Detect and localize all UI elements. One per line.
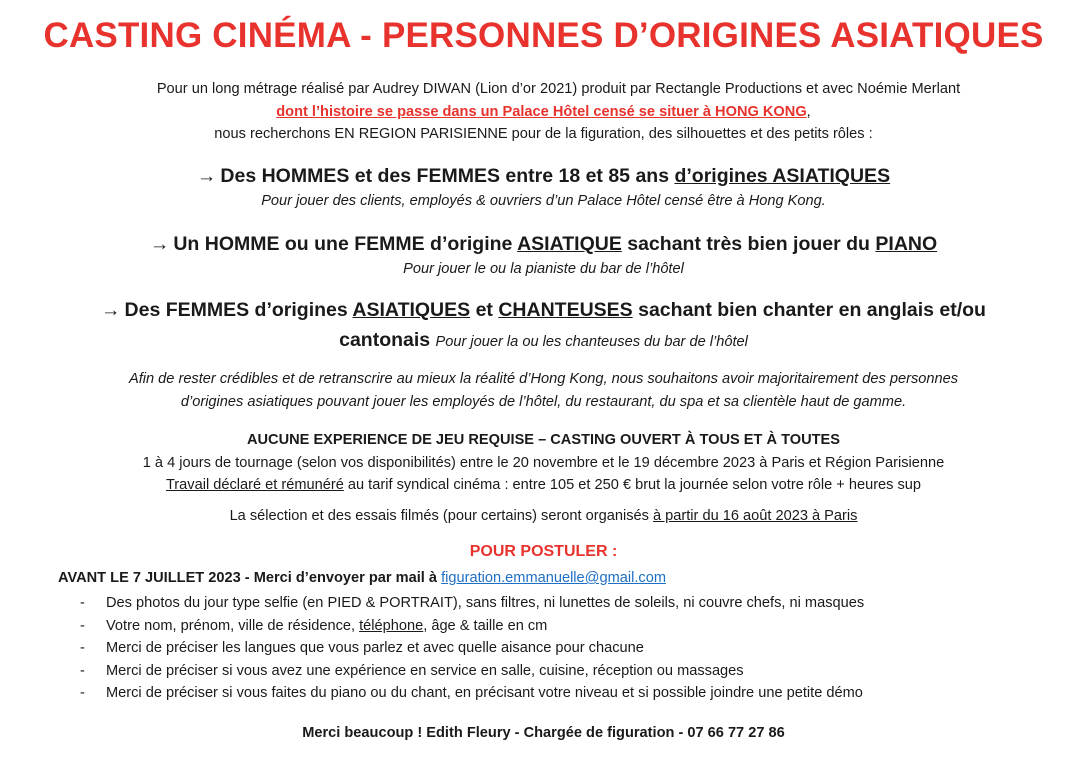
- role-2-underlined-2: PIANO: [875, 233, 938, 255]
- role-3-heading-cont: [0, 325, 1087, 357]
- list-item: [80, 615, 864, 638]
- intro-line-1: Pour un long métrage réalisé par Audrey DIWAN (Lion d’or 2021) produit par Rectangle Productions et avec Noémie Merlant: [156, 81, 961, 97]
- role-3-description: Pour jouer la ou les chanteuses du bar de l’hôtel: [435, 334, 748, 350]
- details-headline: AUCUNE EXPERIENCE DE JEU REQUISE – CASTING OUVERT À TOUS ET À TOUTES: [246, 432, 841, 448]
- credibility-line-1: Afin de rester crédibles et de retranscrire au mieux la réalité d’Hong Kong, nous souhaitons avoir majoritairement des personnes: [128, 371, 959, 387]
- role-3-text-b: et: [470, 299, 499, 321]
- intro-line-2: [0, 102, 1087, 123]
- apply-deadline-text: AVANT LE 7 JUILLET 2023 - Merci d’envoyer par mail à: [58, 570, 442, 586]
- details-dates: 1 à 4 jours de tournage (selon vos disponibilités) entre le 20 novembre et le 19 décembre 2023 à Paris et Région Parisienne: [142, 455, 945, 471]
- role-2-heading: [0, 229, 1087, 259]
- arrow-icon: →: [149, 233, 170, 255]
- details-pay: [0, 475, 1087, 496]
- list-item-text: , âge & taille en cm: [423, 617, 548, 634]
- details-pay-rest: au tarif syndical cinéma : entre 105 et 250 € brut la journée selon votre rôle + heures sup: [343, 477, 922, 493]
- arrow-icon: →: [101, 299, 121, 321]
- email-link[interactable]: figuration.emmanuelle@gmail.com: [441, 570, 666, 586]
- role-2-underlined-1: ASIATIQUE: [517, 233, 622, 255]
- role-3-underlined-2: CHANTEUSES: [498, 299, 633, 321]
- list-dash: -: [80, 617, 85, 634]
- role-1-underlined: d’origines ASIATIQUES: [674, 165, 891, 187]
- requirements-list: [80, 592, 864, 705]
- list-item-text: Merci de préciser si vous faites du piano ou du chant, en précisant votre niveau et si possible joindre une petite démo: [106, 685, 863, 701]
- list-item: [80, 660, 864, 683]
- list-dash: -: [80, 685, 85, 701]
- footer-signature: Merci beaucoup ! Edith Fleury - Chargée de figuration - 07 66 77 27 86: [302, 725, 785, 741]
- list-dash: -: [80, 595, 85, 611]
- list-dash: -: [80, 662, 85, 679]
- list-item-underlined: téléphone: [359, 617, 424, 634]
- list-item: [80, 637, 864, 660]
- intro-comma: ,: [806, 104, 811, 120]
- role-2-text-a: Un HOMME ou une FEMME d’origine: [173, 233, 518, 255]
- details-selection: [0, 506, 1087, 527]
- list-item: [80, 682, 864, 705]
- role-1-text: Des HOMMES et des FEMMES entre 18 et 85 ans: [220, 165, 675, 187]
- apply-deadline: [58, 570, 666, 586]
- list-dash: -: [80, 640, 85, 656]
- page-title: CASTING CINÉMA - PERSONNES D’ORIGINES ASIATIQUES: [43, 16, 1044, 55]
- list-item-text: Merci de préciser les langues que vous parlez et avec quelle aisance pour chacune: [106, 640, 644, 656]
- list-item-text: Merci de préciser si vous avez une expérience en service en salle, cuisine, réception ou massages: [106, 662, 744, 679]
- role-3-text-a: Des FEMMES d’origines: [124, 299, 353, 321]
- role-3-heading: [0, 295, 1087, 325]
- apply-heading: POUR POSTULER :: [469, 543, 618, 560]
- credibility-line-2: d’origines asiatiques pouvant jouer les employés de l’hôtel, du restaurant, du spa et sa clientèle haut de gamme.: [180, 394, 907, 410]
- role-1-description: Pour jouer des clients, employés & ouvriers d’un Palace Hôtel censé être à Hong Kong.: [261, 193, 826, 209]
- details-selection-text: La sélection et des essais filmés (pour certains) seront organisés: [229, 508, 653, 524]
- intro-highlight: dont l’histoire se passe dans un Palace Hôtel censé se situer à HONG KONG: [276, 104, 807, 120]
- role-1-heading: [0, 161, 1087, 191]
- details-selection-date: à partir du 16 août 2023 à Paris: [652, 508, 858, 524]
- details-pay-underlined: Travail déclaré et rémunéré: [165, 477, 344, 493]
- list-item-text: Votre nom, prénom, ville de résidence,: [106, 617, 360, 634]
- arrow-icon: →: [196, 165, 217, 187]
- role-3-text-d: cantonais: [339, 329, 431, 351]
- list-item: [80, 592, 864, 615]
- list-item-text: Des photos du jour type selfie (en PIED & PORTRAIT), sans filtres, ni lunettes de soleils, ni couvre chefs, ni masques: [106, 595, 865, 611]
- role-2-text-b: sachant très bien jouer du: [621, 233, 876, 255]
- role-2-description: Pour jouer le ou la pianiste du bar de l’hôtel: [403, 261, 684, 277]
- role-3-text-c: sachant bien chanter en anglais et/ou: [632, 299, 986, 321]
- intro-line-3: nous recherchons EN REGION PARISIENNE pour de la figuration, des silhouettes et des petits rôles :: [214, 126, 873, 142]
- role-3-underlined-1: ASIATIQUES: [352, 299, 471, 321]
